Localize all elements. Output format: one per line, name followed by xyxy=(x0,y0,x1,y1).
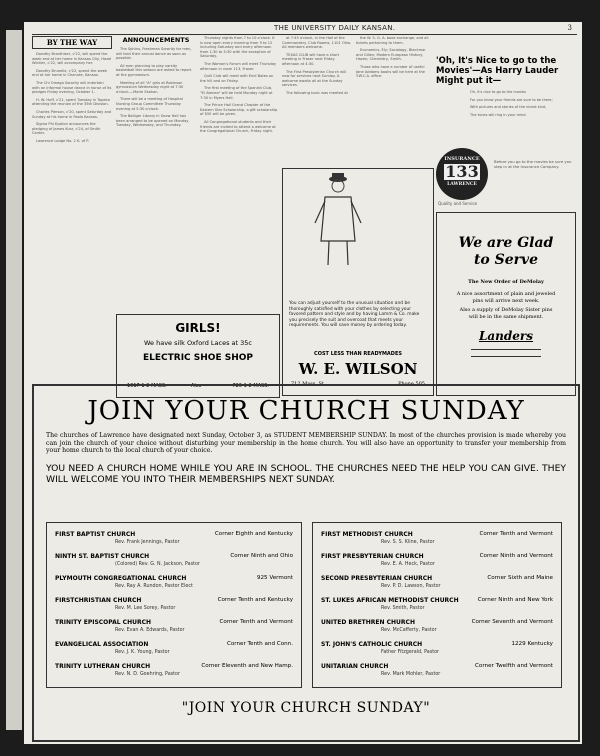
by-the-way-paragraph: Dorothy Brunelle, c'22, spend the week end at her home in Chanute, Kansas. xyxy=(32,68,108,78)
movies-ad-note: Before you go to the movies be sure you step in at the Insurance Company. xyxy=(494,159,572,169)
church-address: Corner Sixth and Maine xyxy=(487,575,553,581)
church-address: Corner Tenth and Kentucky xyxy=(217,597,293,603)
announcement-paragraph: The Bailiger Library in Snow Hall has been arranged to be opened on Monday, Tuesday, Wednesday, and Thursday. xyxy=(116,114,190,128)
by-the-way-paragraph: H. W. Huff, c'21, spent Tuesday in Topeka attending the reunion of the 35th Division. xyxy=(32,97,110,107)
glad-line-2: to Serve xyxy=(473,252,539,268)
church-pastor: Rev. Ray A. Rundon, Pastor Elect xyxy=(115,584,193,589)
church-name: TRINITY LUTHERAN CHURCH xyxy=(55,663,151,670)
church-entry xyxy=(321,663,553,683)
church-name: ST. LUKES AFRICAN METHODIST CHURCH xyxy=(321,597,459,604)
gentleman-illustration xyxy=(303,171,373,269)
newspaper-page xyxy=(24,22,582,744)
demolay-text-1: A nice assortment of plain and jeweled pins will arrive next week. xyxy=(456,291,556,304)
church-entry xyxy=(321,597,553,617)
church-address: Corner Ninth and Ohio xyxy=(230,553,293,559)
church-list-right xyxy=(312,522,562,688)
notice-paragraph: The Prince Hall Grand Chapter of the Eastern Star Scholarship, a gift scholarship of $50 will be given. xyxy=(200,103,278,117)
church-entry xyxy=(55,575,293,595)
song-line-paragraph: Oh, it's nice to go to the movies xyxy=(470,90,526,94)
church-entry xyxy=(321,619,553,639)
by-the-way-paragraph: The Chi Omega Sorority will entertain with an informal house dance in honor of its pledges Friday evening, October 1. xyxy=(32,80,112,95)
announcements-column xyxy=(116,36,196,276)
church-pastor: Rev. P. D. Lawson, Pastor xyxy=(381,584,441,589)
church-headline: JOIN YOUR CHURCH SUNDAY xyxy=(87,396,525,426)
shoe-shop-also: Also xyxy=(191,383,202,389)
binding-gutter xyxy=(6,30,22,730)
book-exchange-paragraph: Economics, Ely; Sociology, Blackmar and Gillen; Modern European History, Hazen; Chemistry, Smith. xyxy=(356,48,426,62)
notice-paragraph: The Woman's Forum will meet Thursday afternoon in room 113, Fraser. xyxy=(200,61,277,71)
shoe-shop-address-2: 726 1-2 MASS. xyxy=(232,383,269,389)
page-number: 3 xyxy=(567,24,572,32)
header-rule xyxy=(32,34,577,35)
wilson-cost-line: COST LESS THAN READYMADES xyxy=(314,351,402,357)
announcement-paragraph: Meeting of all "A" girls at Robinson gymnasium Wednesday night at 7:30 o'clock.—Marie Skahan. xyxy=(116,80,184,94)
movies-ad-title: 'Oh, It's Nice to go to the Movies'—As Harry Lauder Might put it— xyxy=(436,56,559,86)
song-line-paragraph: For you know your friends are sure to be there; xyxy=(470,97,553,102)
club-notice-paragraph: TEXAS CLUB will have a short meeting in Fraser next Friday afternoon at 4:30. xyxy=(282,52,339,66)
wilson-ad-body: You can adjust yourself to the unusual situation and be thoroughly satisfied with your clothes by selecting your favored pattern and style and by having Lamm & Co. make you precisely the suit and overcoat that meets your requirements. You will save money by ordering today. xyxy=(289,301,420,329)
church-pastor: Rev. Frank Jennings, Pastor xyxy=(115,540,180,545)
ornament-rule xyxy=(471,349,541,357)
insurance-number: 133 xyxy=(445,162,479,181)
church-address: Corner Twelfth and Vermont xyxy=(475,663,553,669)
church-name: TRINITY EPISCOPAL CHURCH xyxy=(55,619,152,626)
demolay-text-2: Also a supply of DeMolay Sister pins will be in the same shipment. xyxy=(459,307,553,320)
announcement-paragraph: The Sphinx, Freshman Sorority for men, will hold their annual dance as soon as possible. xyxy=(116,47,192,61)
girls-subtitle: We have silk Oxford Laces at 35c xyxy=(143,339,252,347)
notices-column xyxy=(200,36,278,276)
wilson-name: W. E. WILSON xyxy=(298,360,418,378)
club-notice-paragraph: at 7:45 o'clock, in the Hall of the Commandery. Club Rooms, 1101 Ohio. All members welcome. xyxy=(282,36,352,50)
church-name: FIRST BAPTIST CHURCH xyxy=(55,531,136,538)
church-pastor: Rev. M. Lee Sorey, Pastor xyxy=(115,606,176,611)
church-pastor: Rev. N. D. Goehring, Pastor xyxy=(115,672,180,677)
church-name: PLYMOUTH CONGREGATIONAL CHURCH xyxy=(55,575,187,582)
church-pastor: (Colored) Rev. G. N. Jackson, Pastor xyxy=(115,562,200,567)
announcements-heading: ANNOUNCEMENTS xyxy=(122,36,190,44)
church-address: Corner Ninth and New York xyxy=(477,597,553,603)
movies-ad xyxy=(436,56,576,206)
church-entry xyxy=(321,575,553,595)
church-entry xyxy=(321,553,553,573)
wilson-phone: Phone 505 xyxy=(398,381,425,387)
by-the-way-paragraph: Charles Pierson, c'20, spent Saturday and Sunday at his home in Paola Kansas. xyxy=(32,109,112,119)
church-pastor: Rev. E. A. Heck, Pastor xyxy=(381,562,435,567)
song-line-paragraph: The tunes will ring in your mind. xyxy=(470,112,527,117)
church-address: Corner Eighth and Kentucky xyxy=(214,531,293,537)
notice-paragraph: Quill Club will meet with Emil Bates on the hill and on Friday. xyxy=(200,74,274,83)
wilson-address: 712 Mass. St. xyxy=(291,381,326,387)
church-name: UNITED BRETHREN CHURCH xyxy=(321,619,415,626)
church-name: FIRST METHODIST CHURCH xyxy=(321,531,413,538)
church-name: EVANGELICAL ASSOCIATION xyxy=(55,641,149,648)
church-list-left xyxy=(46,522,302,688)
church-address: Corner Tenth and Vermont xyxy=(479,531,553,537)
church-ad xyxy=(32,384,580,742)
song-line-paragraph: With pictures and stories of the nicest kind, xyxy=(470,105,547,110)
church-pastor: Rev. Evan A. Edwards, Pastor xyxy=(115,628,185,633)
by-the-way-paragraph: Lawrence Lodge No. 2 K. of P. xyxy=(36,138,89,143)
by-the-way-paragraph: Sigma Phi Epsilon announces the pledging of James Kurz, c'24, of Smith Center. xyxy=(32,122,101,136)
club-notices-column xyxy=(282,36,352,164)
girls-title: GIRLS! xyxy=(175,321,221,335)
church-entry xyxy=(55,531,293,551)
church-name: UNITARIAN CHURCH xyxy=(321,663,389,670)
church-address: Corner Eleventh and New Hamp. xyxy=(201,663,293,669)
church-name: FIRSTCHRISTIAN CHURCH xyxy=(55,597,142,604)
church-footer: "JOIN YOUR CHURCH SUNDAY" xyxy=(181,700,431,716)
insurance-tagline: Quality and Service xyxy=(438,201,478,206)
demolay-heading: The New Order of DeMolay xyxy=(468,279,544,285)
church-pastor: Rev. S. S. Kline, Pastor xyxy=(381,540,435,545)
notice-paragraph: All Congregational students and their friends are invited to attend a welcome at the Congregational Church, Friday night. xyxy=(200,119,276,134)
shoe-shop-name: ELECTRIC SHOE SHOP xyxy=(143,353,253,363)
announcement-paragraph: All men planning to play varsity basketball this season are asked to report at the gymnasium. xyxy=(116,63,192,77)
insurance-seal: INSURANCE 133 LAWRENCE xyxy=(436,148,488,200)
church-pastor: Rev. Mark Mohler, Pastor xyxy=(381,672,441,677)
church-entry xyxy=(321,641,553,661)
by-the-way-paragraph: Dorothy Branthiser, c'22, will spend the week end at her home in Kansas City, Hazel Wickler, c'22, will accompany her. xyxy=(32,52,112,66)
by-the-way-heading: BY THE WAY xyxy=(32,36,112,49)
book-exchange-paragraph: the W. S. G. A. book exchange, and all tickets pertaining to them. xyxy=(356,36,429,45)
church-address: Corner Ninth and Vermont xyxy=(479,553,553,559)
church-address: 1229 Kentucky xyxy=(511,641,553,647)
church-address: 925 Vermont xyxy=(256,575,293,581)
landers-logo: Landers xyxy=(478,329,534,343)
church-intro: The churches of Lawrence have designated next Sunday, October 3, as STUDENT MEMBERSHIP SUNDAY. In most of the churches provision is made whereby you can join the church of your choice without disturbing your membership in the home church. You will also have an opportunity to transfer your membership from your home church to the local church of your choice. xyxy=(46,432,566,455)
announcement-paragraph: There will be a meeting of Hospital Nursing Group Committee Thursday evening at 5:30 o'clock. xyxy=(116,97,183,111)
by-the-way-column xyxy=(32,36,112,378)
church-name: NINTH ST. BAPTIST CHURCH xyxy=(55,553,150,560)
glad-line-1: We are Glad xyxy=(458,235,554,251)
church-entry xyxy=(55,663,293,683)
church-pastor: Rev. McCafferty, Pastor xyxy=(381,628,437,633)
demolay-ad xyxy=(436,212,576,396)
church-entry xyxy=(55,553,293,573)
church-name: SECOND PRESBYTERIAN CHURCH xyxy=(321,575,433,582)
church-entry xyxy=(55,641,293,661)
church-entry xyxy=(55,597,293,617)
church-entry xyxy=(321,531,553,551)
church-entry xyxy=(55,619,293,639)
church-address: Corner Tenth and Vermont xyxy=(219,619,293,625)
wilson-ad xyxy=(282,168,434,396)
church-appeal: YOU NEED A CHURCH HOME WHILE YOU ARE IN SCHOOL. THE CHURCHES NEED THE HELP YOU CAN GIVE. THEY WILL WELCOME YOU INTO THEIR MEMBERSHIPS NEXT SUNDAY. xyxy=(46,462,566,485)
church-address: Corner Seventh and Vermont xyxy=(471,619,553,625)
church-pastor: Rev. J. K. Young, Pastor xyxy=(115,650,170,655)
book-exchange-paragraph: Those who have a number of useful Jane Addams books will be here at the Y.W.C.A. office. xyxy=(356,64,425,79)
club-notice-paragraph: The following tonic was meeted at xyxy=(286,90,348,95)
church-pastor: Father Fitzgerald, Pastor xyxy=(381,650,440,655)
club-notice-paragraph: The First Presbyterian Church will now for services next Sunday. A welcome awaits all at the Sunday services. xyxy=(282,69,347,88)
book-exchange-column xyxy=(356,36,432,164)
church-address: Corner Tenth and Conn. xyxy=(226,641,293,647)
church-name: ST. JOHN'S CATHOLIC CHURCH xyxy=(321,641,423,648)
notice-paragraph: The first meeting of the Spanish Club, "El Ateneo" will be held Monday night at 7:30 in Myers Hall. xyxy=(200,86,273,100)
church-pastor: Rev. Smith, Pastor xyxy=(381,606,425,611)
shoe-shop-address-1: 1017 1-2 MASS. xyxy=(127,383,167,389)
notice-paragraph: Thursday nights from 7 to 10 o'clock. It is now open every morning from 9 to 12 including Saturday and every afternoon from 1:30 to 5:30 with the exception of Saturday. xyxy=(200,36,275,59)
church-name: FIRST PRESBYTERIAN CHURCH xyxy=(321,553,424,560)
page-header: THE UNIVERSITY DAILY KANSAN. xyxy=(274,24,396,32)
